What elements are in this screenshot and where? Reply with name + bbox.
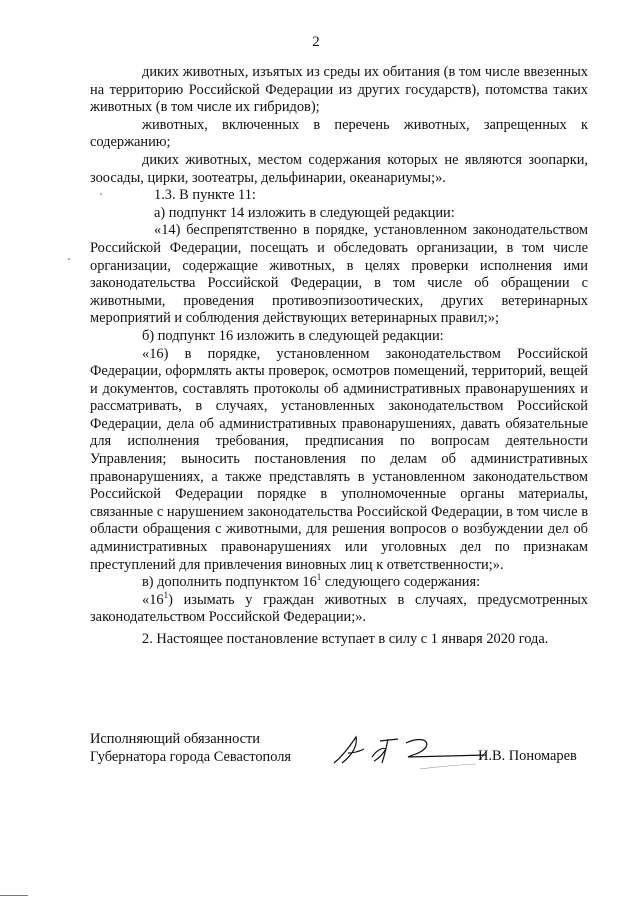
paragraph: 1.3. В пункте 11: [154, 187, 256, 204]
paragraph: «16) в порядке, установленном законодательством Российской Федерации, оформлять акты проверок, осмотров помещений, территорий, вещей и документов, составлять протоколы об административных правонарушениях и рассматривать, в случаях, установленных законодательством Российской Федерации, дела об административных правонарушениях, давать обязательные для исполнения требования, предписания по вопросам деятельности Управления; выносить постановления по делам об административных правонарушениях, а также представлять в установленном законодательством Российской Федерации порядке в уполномоченные органы материалы, связанные с нарушением законодательства Российской Федерации, в том числе в области обращения с животными, для решения вопросов о возбуждении дел об административных правонарушениях или уголовных дел по признакам преступлений для привлечения виновных лиц к ответственности;». [90, 345, 588, 573]
scan-speck [68, 258, 70, 260]
signature-block [90, 731, 590, 766]
signatory-name: И.В. Пономарев [478, 748, 577, 764]
superscript: 1 [316, 572, 322, 583]
superscript: 1 [163, 590, 169, 601]
text: ) изымать у граждан животных в случаях, предусмотренных законодательством Российской Федерации;». [90, 591, 588, 626]
paragraph: диких животных, местом содержания которых не являются зоопарки, зоосады, цирки, зоотеатры, дельфинарии, океанариумы;». [90, 151, 588, 186]
scan-edge-line [0, 895, 28, 896]
paragraph: б) подпункт 16 изложить в следующей редакции: [142, 327, 444, 344]
document-body [90, 64, 588, 649]
page-number: 2 [312, 34, 320, 50]
paragraph: диких животных, изъятых из среды их обитания (в том числе ввезенных на территорию Российской Федерации из других государств), потомства таких животных (в том числе их гибридов); [90, 64, 588, 116]
paragraph: «14) беспрепятственно в порядке, установленном законодательством Российской Федерации, посещать и обследовать организации, в том числе организации, содержащие животных, в целях проверки исполнения ими законодательства Российской Федерации, в том числе об обращении с животными, проведения противоэпизоотических, других ветеринарных мероприятий и соблюдения действующих ветеринарных правил;»; [90, 222, 588, 327]
text: следующего содержания: [321, 574, 481, 591]
text: «16 [142, 591, 164, 608]
text: в) дополнить подпунктом 16 [142, 574, 317, 591]
paragraph: животных, включенных в перечень животных, запрещенных к содержанию; [90, 116, 588, 151]
signatory-title: Исполняющий обязанности [90, 731, 261, 747]
signatory-title: Губернатора города Севастополя [90, 748, 292, 765]
paragraph-16-1 [90, 592, 588, 627]
paragraph: 2. Настоящее постановление вступает в силу с 1 января 2020 года. [142, 631, 549, 647]
paragraph: а) подпункт 14 изложить в следующей редакции: [154, 204, 455, 221]
scan-speck [100, 193, 102, 195]
